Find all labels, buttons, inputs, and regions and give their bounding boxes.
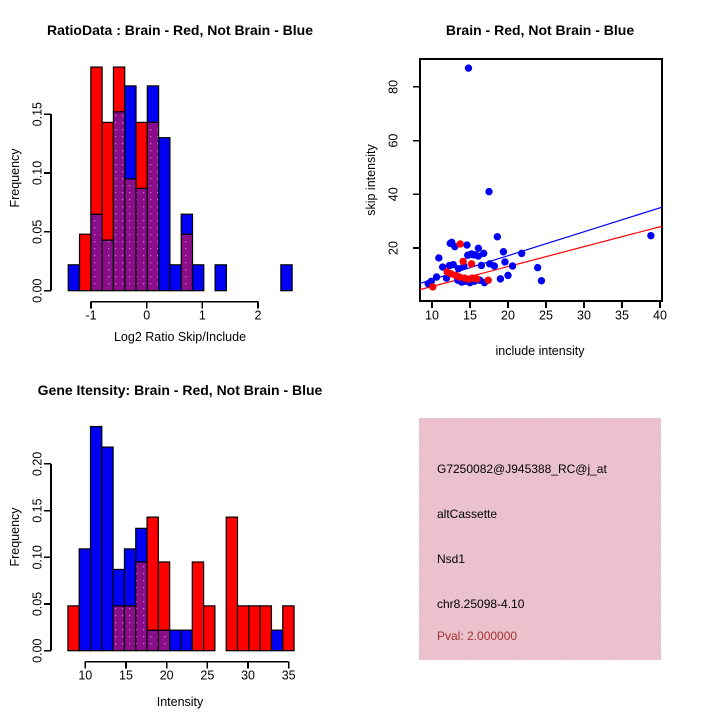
point (478, 262, 484, 268)
scatter-xlabel: include intensity (495, 344, 585, 358)
bar-blue (102, 447, 113, 651)
point (534, 264, 540, 270)
x-tick-label: 40 (653, 308, 667, 323)
point (457, 241, 463, 247)
bar-blue (125, 86, 136, 179)
bar-blue (147, 86, 158, 122)
point (485, 277, 491, 283)
point (502, 259, 508, 265)
intensity-scatter-plot (360, 0, 720, 360)
bar-red (102, 122, 113, 240)
panel-ratio-histogram (0, 0, 360, 360)
bar-red (192, 562, 203, 651)
bar-overlap (113, 112, 124, 291)
bar-overlap (136, 562, 147, 651)
x-tick-label: -1 (85, 308, 97, 323)
point (538, 278, 544, 284)
y-tick-label: 0.05 (30, 591, 45, 617)
point (475, 253, 481, 259)
bar-blue (124, 549, 135, 606)
bar-red (91, 67, 102, 214)
x-tick-label: 15 (463, 308, 477, 323)
gene-histogram-plot (0, 360, 360, 720)
x-tick-label: 35 (281, 668, 296, 683)
info-pval: Pval: 2.000000 (437, 629, 518, 643)
point (497, 276, 503, 282)
bar-overlap (181, 234, 192, 290)
bar-blue (281, 265, 292, 291)
histogram-bars (68, 67, 292, 291)
bar-red (204, 606, 215, 651)
info-probe-id: G7250082@J945388_RC@j_at (437, 462, 607, 476)
bar-blue (68, 265, 79, 291)
panel-intensity-scatter (360, 0, 720, 360)
x-tick-label: 10 (425, 308, 439, 323)
x-tick-label: 20 (159, 668, 174, 683)
y-tick-label: 0.00 (30, 638, 45, 663)
bar-red (260, 606, 271, 651)
point (494, 234, 500, 240)
panel-gene-intensity-histogram (0, 360, 360, 720)
bar-overlap (113, 606, 124, 651)
bar-blue (181, 630, 192, 651)
gene-histogram-ylabel: Frequency (8, 507, 22, 567)
bar-red (283, 606, 294, 651)
x-tick-label: 20 (501, 308, 515, 323)
bar-red (68, 606, 79, 651)
histogram-bars (68, 427, 294, 651)
scatter-title: Brain - Red, Not Brain - Blue (445, 22, 635, 38)
bar-blue (170, 630, 181, 651)
bar-blue (215, 265, 226, 291)
point (474, 276, 480, 282)
bar-blue (181, 214, 192, 234)
ratio-histogram-plot (0, 0, 360, 360)
x-tick-label: 10 (78, 668, 93, 683)
bar-red (249, 606, 260, 651)
y-tick-label: 0.00 (30, 278, 45, 303)
points-not_brain (425, 65, 654, 287)
bar-red (80, 234, 91, 290)
y-tick-label: 0.10 (30, 160, 45, 186)
point (465, 65, 471, 71)
bar-blue (79, 549, 90, 651)
y-tick-label: 60 (386, 133, 401, 148)
gene-info-box (419, 418, 661, 660)
y-tick-label: 0.20 (30, 451, 45, 477)
point (436, 255, 442, 261)
point (460, 258, 466, 264)
bar-overlap (91, 214, 102, 291)
point (648, 232, 654, 238)
point (475, 245, 481, 251)
bar-red (158, 562, 169, 630)
point (464, 242, 470, 248)
bar-overlap (147, 630, 158, 651)
point (486, 188, 492, 194)
x-tick-label: 30 (577, 308, 591, 323)
y-tick-label: 0.15 (30, 498, 45, 523)
point (430, 284, 436, 290)
x-tick-label: 30 (241, 668, 255, 683)
bar-blue (271, 630, 282, 651)
bar-blue (159, 138, 170, 291)
bar-red (238, 606, 249, 651)
x-tick-label: 35 (615, 308, 629, 323)
scatter-ylabel: skip intensity (364, 144, 378, 216)
bar-blue (170, 265, 181, 291)
y-tick-label: 20 (386, 241, 401, 255)
bar-overlap (136, 188, 147, 290)
ratio-histogram-ylabel: Frequency (8, 148, 22, 208)
gene-histogram-xlabel: Intensity (156, 695, 204, 709)
bar-red (147, 517, 158, 630)
point (491, 263, 497, 269)
y-tick-label: 0.15 (30, 101, 45, 127)
info-event-type: altCassette (437, 507, 498, 521)
y-tick-label: 80 (386, 79, 401, 94)
bar-red (226, 517, 237, 651)
ratio-histogram-title: RatioData : Brain - Red, Not Brain - Blue (46, 22, 314, 38)
point (509, 263, 515, 269)
bar-blue (113, 569, 124, 605)
bar-overlap (125, 179, 136, 291)
bar-blue (193, 265, 204, 291)
bar-red (113, 67, 124, 112)
point (433, 274, 439, 280)
ratio-histogram-xlabel: Log2 Ratio Skip/Include (113, 330, 247, 344)
bar-red (136, 122, 147, 188)
point (500, 249, 506, 255)
x-tick-label: 0 (143, 308, 151, 323)
point (505, 272, 511, 278)
x-tick-label: 2 (254, 308, 262, 323)
gene-histogram-title: Gene Itensity: Brain - Red, Not Brain - Blue (37, 382, 323, 398)
point (468, 261, 474, 267)
x-tick-label: 1 (198, 308, 206, 323)
point (518, 250, 524, 256)
info-gene-name: Nsd1 (437, 552, 466, 566)
panel-gene-info (360, 360, 720, 720)
y-tick-label: 40 (386, 187, 401, 202)
x-tick-label: 25 (539, 308, 553, 323)
info-locus: chr8.25098-4.10 (437, 597, 525, 611)
bar-overlap (102, 240, 113, 291)
bar-overlap (158, 630, 169, 651)
y-tick-label: 0.05 (30, 219, 45, 245)
bar-blue (136, 528, 147, 562)
bar-overlap (124, 606, 135, 651)
x-tick-label: 25 (200, 668, 215, 683)
x-tick-label: 15 (119, 668, 133, 683)
y-tick-label: 0.10 (30, 545, 45, 570)
bar-blue (91, 427, 102, 651)
point (465, 252, 471, 258)
bar-overlap (147, 122, 158, 290)
